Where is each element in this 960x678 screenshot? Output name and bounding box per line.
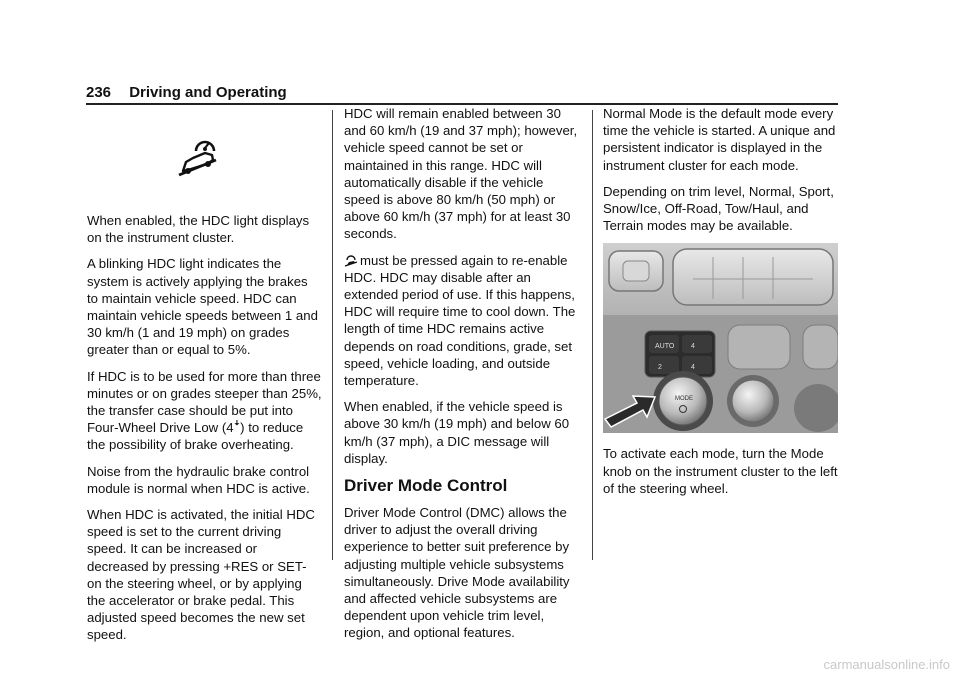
paragraph: Noise from the hydraulic brake control module is normal when HDC is active. <box>87 463 310 496</box>
paragraph-text: ) to reduce the possibility of brake overheating. <box>87 420 304 453</box>
hdc-button-icon <box>344 253 358 267</box>
section-heading: Driver Mode Control <box>344 476 508 496</box>
four-low-symbol: ꜜ <box>233 420 241 436</box>
mode-knob-label: MODE <box>675 396 693 403</box>
paragraph <box>344 252 582 390</box>
column-3 <box>603 105 841 506</box>
paragraph: When enabled, the HDC light displays on the instrument cluster. <box>87 213 310 246</box>
column-1 <box>87 212 322 653</box>
hill-descent-icon <box>176 131 222 179</box>
column-2 <box>344 105 582 651</box>
page-number: 236 <box>86 84 112 101</box>
column-divider-1 <box>332 110 333 560</box>
paragraph: To activate each mode, turn the Mode knob on the instrument cluster to the left of the steering wheel. <box>603 446 838 496</box>
auto-button-label: AUTO <box>655 343 675 351</box>
paragraph: A blinking HDC light indicates the system is actively applying the brakes to maintain vehicle speed. HDC can maintain vehicle speeds between 1 and 30 km/h (1 and 19 mph) on grades greater than or equal to 5%. <box>87 256 318 358</box>
mode-knob-photo <box>603 243 838 433</box>
two-hi-label: 2 <box>658 364 662 372</box>
four-lo-label: 4 <box>691 364 695 372</box>
paragraph: HDC will remain enabled between 30 and 60 km/h (19 and 37 mph); however, vehicle speed cannot be set or maintained in this range. HDC will automatically disable if the vehicle speed is above 80 km/h (50 mph) or above 60 km/h (37 mph) for at least 30 seconds. <box>344 106 578 242</box>
paragraph <box>87 368 322 454</box>
page-header <box>86 84 287 101</box>
four-hi-label: 4 <box>691 343 695 351</box>
paragraph: When HDC is activated, the initial HDC speed is set to the current driving speed. It can be increased or decreased by pressing +RES or SET- on the steering wheel, or by applying the accelerator or brake pedal. This adjusted speed becomes the new set speed. <box>87 507 315 643</box>
section-title: Driving and Operating <box>129 84 287 101</box>
paragraph-text: If HDC is to be used for more than three minutes or on grades steeper than 25%, the transfer case should be put into Four-Wheel Drive Low (4 <box>87 368 322 436</box>
paragraph-text: must be pressed again to re-enable HDC. HDC may disable after an extended period of use. If this happens, HDC will require time to cool down. The length of time HDC remains active depends on road conditions, grade, set speed, vehicle loading, and outside temperature. <box>344 252 576 389</box>
watermark: carmanualsonline.info <box>823 657 950 672</box>
paragraph: Depending on trim level, Normal, Sport, Snow/Ice, Off-Road, Tow/Haul, and Terrain modes may be available. <box>603 183 834 234</box>
paragraph: Driver Mode Control (DMC) allows the driver to adjust the overall driving experience to better suit preference by adjusting multiple vehicle subsystems simultaneously. Drive Mode availability and affected vehicle subsystems are dependent upon vehicle trim level, region, and optional features. <box>344 505 570 641</box>
paragraph: Normal Mode is the default mode every time the vehicle is started. A unique and persistent indicator is displayed in the instrument cluster for each mode. <box>603 106 836 173</box>
column-divider-2 <box>592 110 593 560</box>
paragraph: When enabled, if the vehicle speed is above 30 km/h (19 mph) and below 60 km/h (37 mph), a DIC message will display. <box>344 399 570 466</box>
